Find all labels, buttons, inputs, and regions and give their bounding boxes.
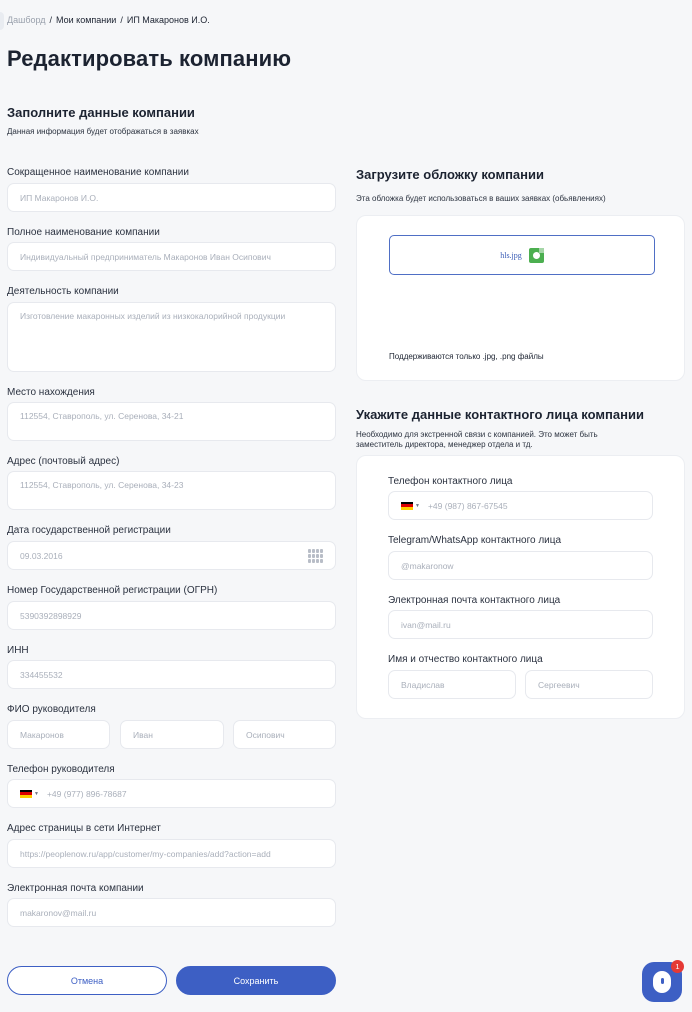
company-section-subtitle: Данная информация будет отображаться в заявках xyxy=(7,127,199,136)
director-phone-value: +49 (977) 896-78687 xyxy=(46,788,127,799)
uploaded-file-name: hls.jpg xyxy=(500,250,522,260)
full-name-label: Полное наименование компании xyxy=(7,227,160,238)
contact-section-subtitle-line1: Необходимо для экстренной связи с компанией. Это может быть xyxy=(356,430,598,439)
cover-section-subtitle: Эта обложка будет использоваться в ваших заявках (обьявлениях) xyxy=(356,194,606,203)
contact-section-title: Укажите данные контактного лица компании xyxy=(356,407,644,422)
contact-phone-value: +49 (987) 867-67545 xyxy=(427,500,508,511)
contact-phone-label: Телефон контактного лица xyxy=(388,476,513,487)
chat-icon xyxy=(653,971,671,993)
contact-patronymic-input[interactable]: Сергеевич xyxy=(525,670,653,699)
activity-label: Деятельность компании xyxy=(7,286,119,297)
website-input[interactable]: https://peoplenow.ru/app/customer/my-companies/add?action=add xyxy=(7,839,336,868)
cancel-button[interactable]: Отмена xyxy=(7,966,167,995)
upload-format-note: Поддерживаются только .jpg, .png файлы xyxy=(389,352,544,361)
calendar-grid-icon[interactable] xyxy=(308,549,323,563)
director-patronymic-input[interactable]: Осипович xyxy=(233,720,336,749)
director-phone-label: Телефон руководителя xyxy=(7,764,115,775)
registration-date-label: Дата государственной регистрации xyxy=(7,525,171,536)
activity-textarea[interactable]: Изготовление макаронных изделий из низкокалорийной продукции xyxy=(7,302,336,372)
file-image-icon xyxy=(529,248,544,263)
messenger-input[interactable]: @makaronow xyxy=(388,551,653,580)
inn-label: ИНН xyxy=(7,645,29,656)
company-email-input[interactable]: makaronov@mail.ru xyxy=(7,898,336,927)
cover-upload-card xyxy=(356,215,685,381)
inn-input[interactable]: 334455532 xyxy=(7,660,336,689)
breadcrumb xyxy=(7,15,210,25)
chat-unread-badge: 1 xyxy=(671,960,684,973)
chevron-down-icon: ▼ xyxy=(415,502,420,509)
breadcrumb-separator: / xyxy=(49,15,53,25)
location-input[interactable]: 112554, Ставрополь, ул. Серенова, 34-21 xyxy=(7,402,336,441)
save-button[interactable]: Сохранить xyxy=(176,966,336,995)
cover-upload-dropzone[interactable] xyxy=(389,235,655,275)
contact-section-subtitle-line2: заместитель директора, менеджер отдела и тд. xyxy=(356,440,533,449)
contact-first-name-input[interactable]: Владислав xyxy=(388,670,516,699)
director-phone-input[interactable] xyxy=(7,779,336,808)
full-name-input[interactable]: Индивидуальный предприниматель Макаронов Иван Осипович xyxy=(7,242,336,271)
country-code-select[interactable] xyxy=(20,790,39,798)
website-label: Адрес страницы в сети Интернет xyxy=(7,823,161,834)
contact-email-label: Электронная почта контактного лица xyxy=(388,595,561,606)
company-email-label: Электронная почта компании xyxy=(7,883,144,894)
company-section-title: Заполните данные компании xyxy=(7,105,195,120)
postal-address-input[interactable]: 112554, Ставрополь, ул. Серенова, 34-23 xyxy=(7,471,336,510)
breadcrumb-separator: / xyxy=(120,15,123,25)
country-code-select[interactable] xyxy=(401,502,420,510)
breadcrumb-my-companies[interactable]: Мои компании xyxy=(56,15,117,25)
page-title: Редактировать компанию xyxy=(7,46,292,71)
registration-date-value: 09.03.2016 xyxy=(20,550,63,561)
ogrn-label: Номер Государственной регистрации (ОГРН) xyxy=(7,585,218,596)
breadcrumb-dashboard[interactable]: Дашборд xyxy=(7,15,46,25)
breadcrumb-current: ИП Макаронов И.О. xyxy=(126,15,210,25)
chevron-down-icon: ▼ xyxy=(34,790,39,797)
germany-flag-icon xyxy=(401,502,413,510)
sidebar-collapse-edge[interactable] xyxy=(0,12,4,30)
registration-date-input[interactable] xyxy=(7,541,336,570)
postal-address-label: Адрес (почтовый адрес) xyxy=(7,456,120,467)
location-label: Место нахождения xyxy=(7,387,95,398)
director-label: ФИО руководителя xyxy=(7,704,96,715)
contact-name-label: Имя и отчество контактного лица xyxy=(388,654,543,665)
short-name-label: Сокращенное наименование компании xyxy=(7,167,189,178)
messenger-label: Telegram/WhatsApp контактного лица xyxy=(388,535,562,546)
ogrn-input[interactable]: 5390392898929 xyxy=(7,601,336,630)
germany-flag-icon xyxy=(20,790,32,798)
director-last-name-input[interactable]: Макаронов xyxy=(7,720,110,749)
contact-email-input[interactable]: ivan@mail.ru xyxy=(388,610,653,639)
director-first-name-input[interactable]: Иван xyxy=(120,720,224,749)
cover-section-title: Загрузите обложку компании xyxy=(356,167,544,182)
contact-phone-input[interactable] xyxy=(388,491,653,520)
short-name-input[interactable]: ИП Макаронов И.О. xyxy=(7,183,336,212)
